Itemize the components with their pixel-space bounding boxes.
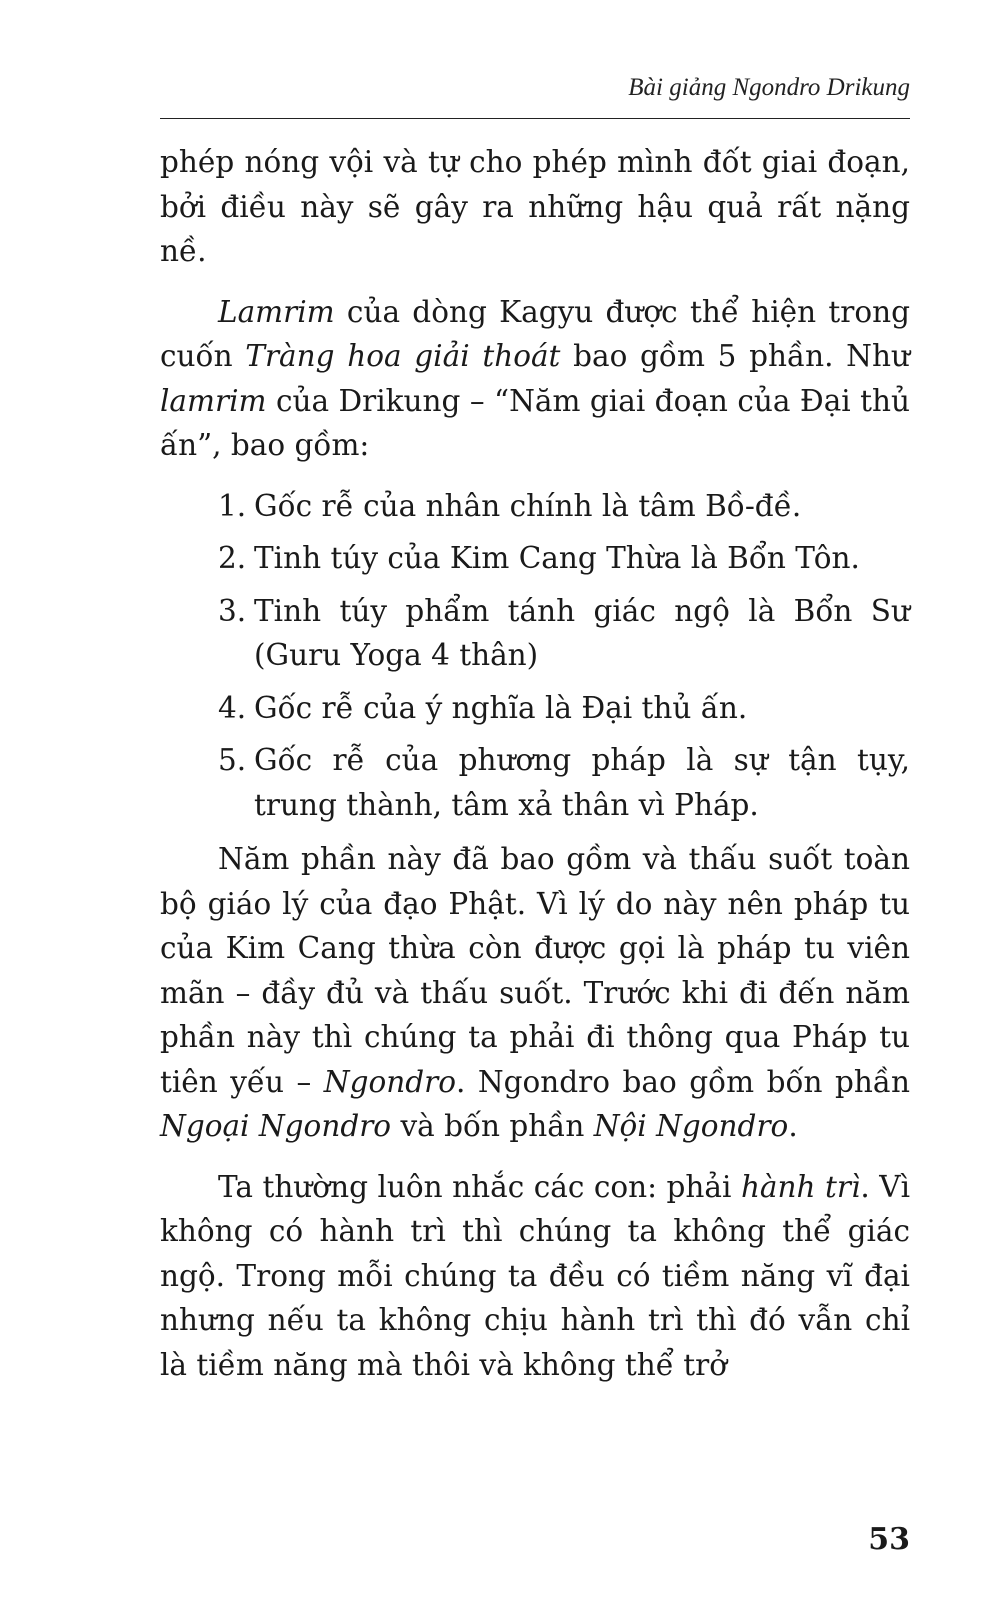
list-item — [160, 589, 910, 678]
list-item-text: Gốc rễ của phương pháp là sự tận tụy, trung thành, tâm xả thân vì Pháp. — [254, 743, 910, 822]
paragraph-3-text-4: . — [788, 1109, 798, 1143]
list-item — [160, 686, 910, 731]
paragraph-2-text-2: bao gồm 5 phần. Như — [560, 339, 910, 373]
term-inner-ngondro: Nội Ngondro — [593, 1109, 789, 1143]
list-item-text: Gốc rễ của nhân chính là tâm Bồ-đề. — [254, 488, 802, 523]
term-lamrim-2: lamrim — [160, 383, 267, 418]
paragraph-4-text-2: . Vì không có hành trì thì chúng ta không thể giác ngộ. Trong mỗi chúng ta đều có tiềm năng vĩ đại nhưng nếu ta không chịu hành trì thì đó vẫn chỉ là tiềm năng mà thôi và không thể trở — [160, 1169, 911, 1382]
list-item-text: Tinh túy của Kim Cang Thừa là Bổn Tôn. — [254, 541, 860, 575]
list-item — [160, 738, 910, 827]
list-number: 4. — [218, 690, 247, 725]
list-item — [160, 484, 910, 529]
term-practice: hành trì — [740, 1169, 861, 1204]
list-number: 1. — [218, 488, 247, 523]
paragraph-3-text-2: . Ngondro bao gồm bốn phần — [455, 1064, 910, 1099]
header-divider — [160, 118, 910, 119]
paragraph-3 — [160, 837, 910, 1149]
list-item — [160, 536, 910, 581]
list-item-text: Tinh túy phẩm tánh giác ngộ là Bổn Sư (Guru Yoga 4 thân) — [254, 593, 910, 672]
list-number: 2. — [218, 541, 247, 575]
paragraph-1: phép nóng vội và tự cho phép mình đốt giai đoạn, bởi điều này sẽ gây ra những hậu quả rất nặng nề. — [160, 145, 910, 268]
page-body — [160, 140, 910, 1387]
list-number: 3. — [218, 593, 247, 628]
paragraph-4-text-1: Ta thường luôn nhắc các con: phải — [218, 1169, 741, 1204]
list-number: 5. — [218, 743, 247, 777]
page-number: 53 — [868, 1522, 910, 1557]
paragraph-2-text-1: của dòng Kagyu được thể hiện trong cuốn — [160, 294, 910, 373]
term-lamrim: Lamrim — [218, 294, 335, 329]
term-outer-ngondro: Ngoại Ngondro — [160, 1109, 392, 1143]
paragraph-3-text-3: và bốn phần — [391, 1109, 594, 1143]
paragraph-2 — [160, 290, 910, 468]
paragraph-3-text-1: Năm phần này đã bao gồm và thấu suốt toàn bộ giáo lý của đạo Phật. Vì lý do này nên pháp tu của Kim Cang thừa còn được gọi là pháp tu viên mãn – đầy đủ và thấu suốt. Trước khi đi đến năm phần này thì chúng ta phải đi thông qua Pháp tu tiên yếu – — [160, 842, 910, 1099]
paragraph-4 — [160, 1165, 910, 1388]
term-ngondro: Ngondro — [323, 1064, 456, 1099]
five-stages-list — [160, 484, 910, 828]
running-header-title: Bài giảng Ngondro Drikung — [628, 74, 910, 101]
paragraph-2-text-3: của Drikung – “Năm giai đoạn của Đại thủ ấn”, bao gồm: — [160, 383, 910, 462]
list-item-text: Gốc rễ của ý nghĩa là Đại thủ ấn. — [254, 690, 748, 725]
book-title: Tràng hoa giải thoát — [245, 339, 561, 373]
